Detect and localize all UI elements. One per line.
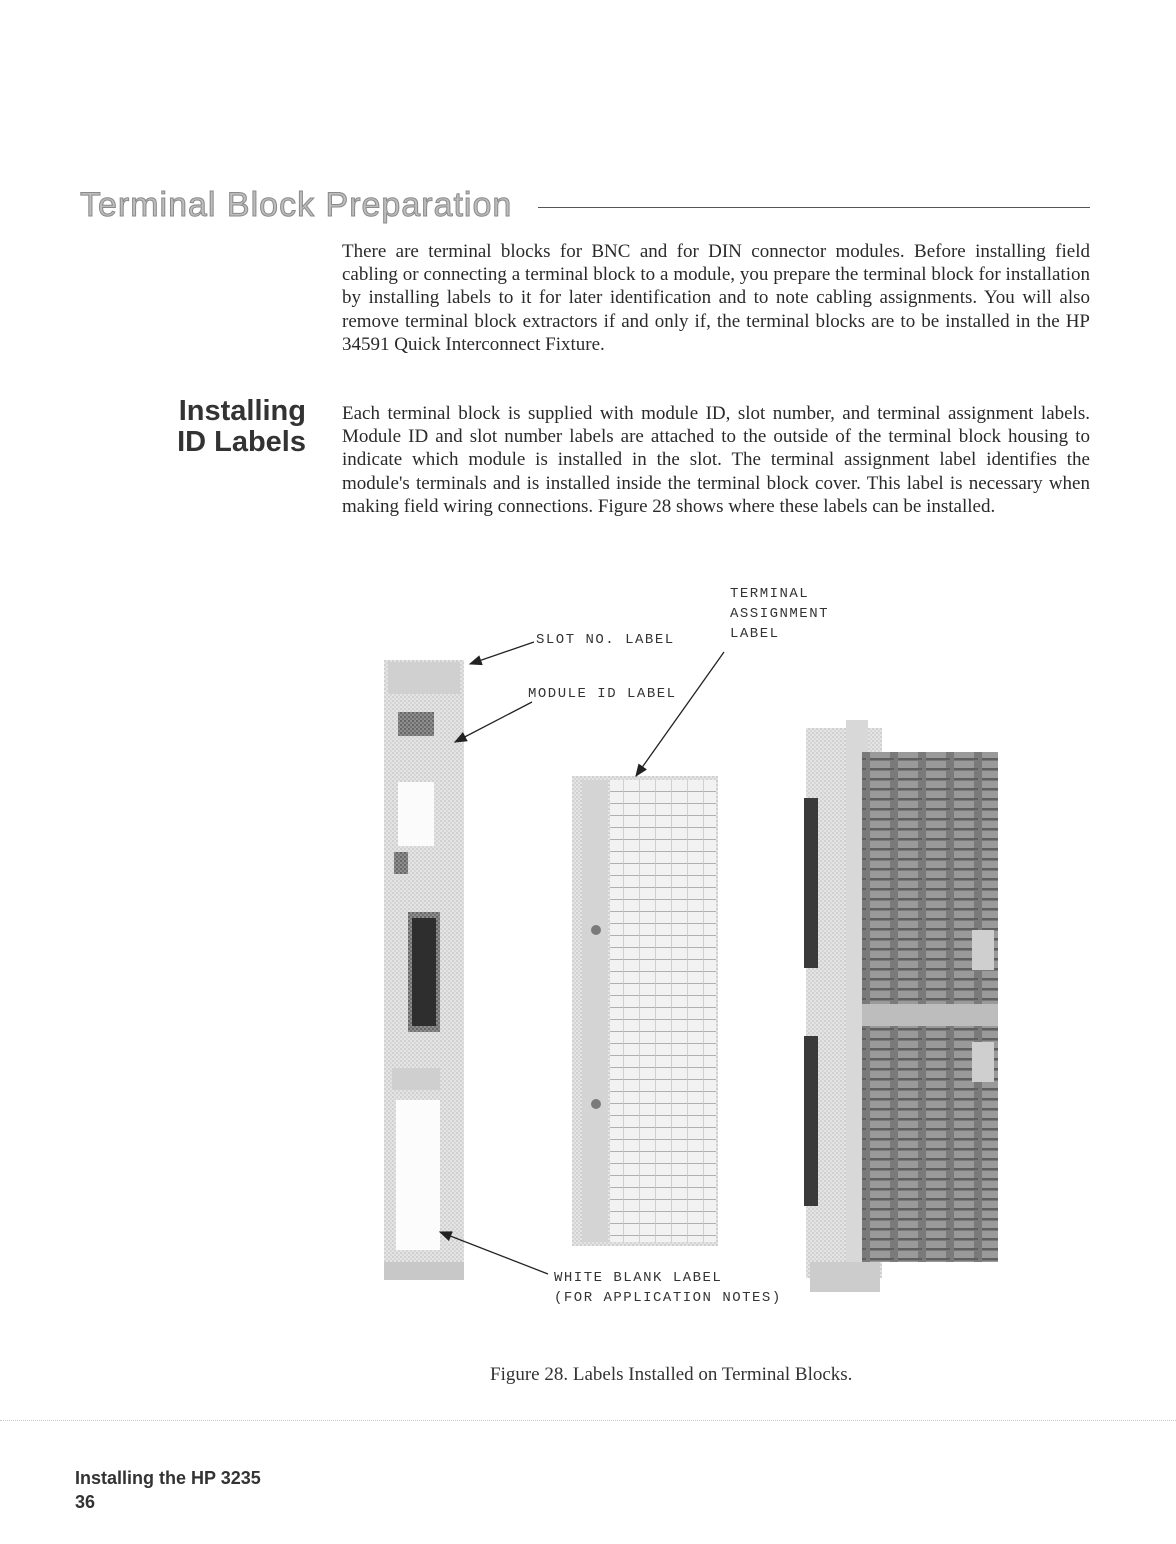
- cover-with-assignment-label: [572, 776, 718, 1246]
- slot-no-callout: SLOT NO. LABEL: [536, 632, 675, 648]
- footer-manual-title: Installing the HP 3235: [75, 1468, 261, 1488]
- terminal-block-interior: [804, 720, 998, 1292]
- footer-page-number: 36: [75, 1492, 96, 1512]
- module-id-callout: MODULE ID LABEL: [528, 686, 677, 702]
- white-blank-line1: WHITE BLANK LABEL: [554, 1270, 723, 1286]
- white-blank-line2: (FOR APPLICATION NOTES): [554, 1290, 782, 1306]
- terminal-assignment-callout: [730, 584, 829, 644]
- terminal-assignment-line2: ASSIGNMENT: [730, 606, 830, 622]
- module-id-leader: [455, 702, 532, 742]
- terminal-assignment-line1: TERMINAL: [730, 586, 810, 602]
- figure-caption: Figure 28. Labels Installed on Terminal Blocks.: [490, 1364, 853, 1385]
- housing-outside-view: [384, 660, 464, 1280]
- intro-paragraph: There are terminal blocks for BNC and for DIN connector modules. Before installing field cabling or connecting a terminal block to a module, you prepare the terminal block for installation by installing labels to it for later identification and to note cabling assignments. You will also remove terminal block extractors if and only if, the terminal blocks are to be installed in the HP 34591 Quick Interconnect Fixture.: [342, 241, 1090, 355]
- terminal-assignment-line3: LABEL: [730, 626, 780, 642]
- subsection-heading-line1: Installing: [178, 395, 306, 427]
- slot-no-leader: [470, 642, 534, 664]
- terminal-assignment-leader: [636, 652, 724, 776]
- page-footer: [75, 1466, 261, 1514]
- white-blank-callout: [554, 1268, 782, 1308]
- page-edge-line: [0, 1420, 1176, 1421]
- labels-paragraph: Each terminal block is supplied with module ID, slot number, and terminal assignment labels. Module ID and slot number labels are attached to the outside of the terminal block housing to indicate which module is installed in the slot. The terminal assignment label identifies the module's terminals and is installed inside the terminal block cover. This label is necessary when making field wiring connections. Figure 28 shows where these labels can be installed.: [342, 403, 1090, 517]
- section-title: Terminal Block Preparation: [80, 186, 513, 224]
- subsection-heading-line2: ID Labels: [177, 426, 306, 458]
